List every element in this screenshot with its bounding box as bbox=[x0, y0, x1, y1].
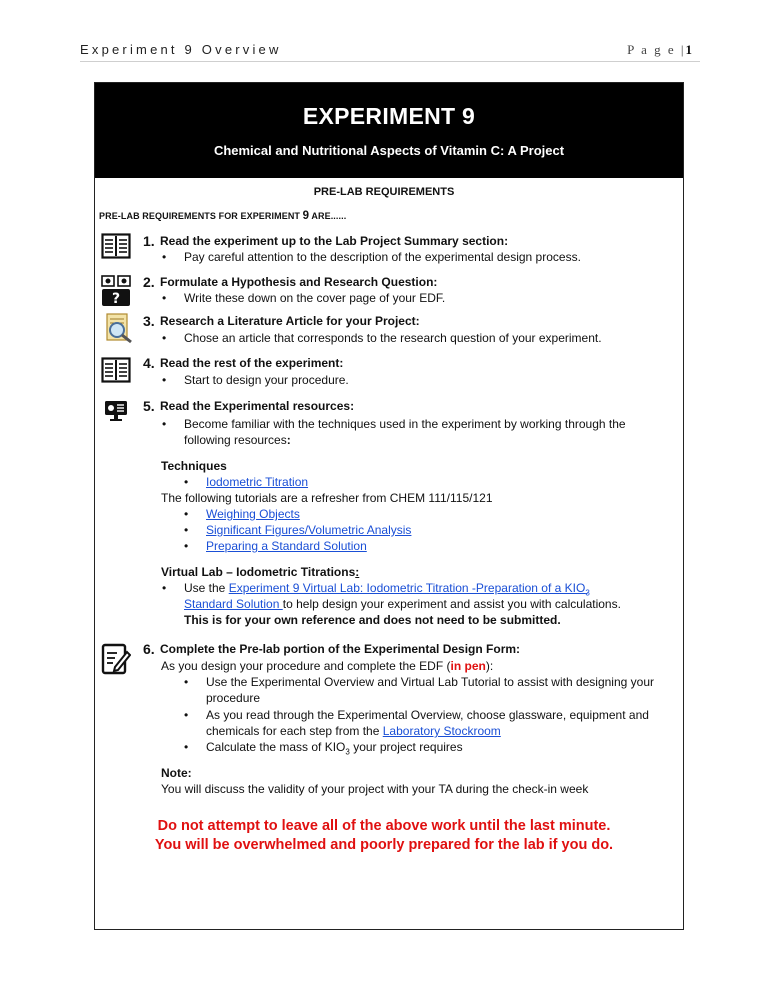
running-header bbox=[80, 40, 700, 62]
step-6-bullet-1-cont: procedure bbox=[206, 691, 261, 705]
svg-text:?: ? bbox=[111, 291, 121, 307]
note-heading: Note: bbox=[161, 766, 192, 780]
significant-figures-link[interactable]: Significant Figures/Volumetric Analysis bbox=[206, 523, 412, 537]
step-1-title: Read the experiment up to the Lab Project Summary section: bbox=[160, 234, 509, 248]
virtual-lab-heading: Virtual Lab – Iodometric Titrations: bbox=[161, 565, 360, 579]
step-4-number: 4. bbox=[143, 355, 155, 371]
refresher-text: The following tutorials are a refresher from CHEM 111/115/121 bbox=[161, 491, 493, 505]
page-title: EXPERIMENT 9 bbox=[302, 103, 476, 129]
virtual-lab-bullet-cont: Standard Solution to help design your experiment and assist you with calculations. bbox=[184, 597, 621, 611]
standard-solution-link[interactable]: Preparing a Standard Solution bbox=[206, 539, 367, 553]
step-1-number: 1. bbox=[143, 233, 155, 249]
warning-line-2: You will be overwhelmed and poorly prepared for the lab if you do. bbox=[154, 837, 614, 853]
step-3-title: Research a Literature Article for your Project: bbox=[160, 314, 420, 328]
prelab-intro: PRE-LAB REQUIREMENTS FOR EXPERIMENT 9 ARE...... bbox=[99, 210, 347, 222]
step-6-bullet-2-cont: chemicals for each step from the Laboratory Stockroom bbox=[206, 724, 501, 738]
weighing-objects-link[interactable]: Weighing Objects bbox=[206, 507, 300, 521]
note-text: You will discuss the validity of your project with your TA during the check-in week bbox=[161, 782, 589, 796]
step-3-number: 3. bbox=[143, 313, 155, 329]
hypothesis-icon bbox=[101, 275, 131, 307]
book-icon bbox=[101, 357, 131, 383]
page-subtitle: Chemical and Nutritional Aspects of Vitamin C: A Project bbox=[213, 143, 565, 158]
techniques-heading: Techniques bbox=[161, 459, 227, 473]
edit-form-icon bbox=[101, 642, 131, 676]
laboratory-stockroom-link[interactable]: Laboratory Stockroom bbox=[382, 724, 501, 738]
step-5-bullet-cont: following resources: bbox=[184, 433, 291, 447]
virtual-lab-link-cont[interactable]: Standard Solution bbox=[184, 597, 283, 611]
warning-line-1: Do not attempt to leave all of the above work until the last minute. bbox=[157, 818, 611, 834]
virtual-lab-link[interactable]: Experiment 9 Virtual Lab: Iodometric Titration -Preparation of a $KIO_3$ bbox=[228, 581, 590, 598]
step-2-title: Formulate a Hypothesis and Research Question: bbox=[160, 275, 438, 289]
prelab-heading: PRE-LAB REQUIREMENTS bbox=[313, 186, 455, 198]
step-2-number: 2. bbox=[143, 274, 155, 290]
title-banner bbox=[95, 83, 683, 178]
book-icon bbox=[101, 233, 131, 259]
page-number: P a g e |1 bbox=[627, 42, 692, 57]
research-icon bbox=[101, 312, 135, 344]
step-5-number: 5. bbox=[143, 398, 155, 414]
virtual-lab-note: This is for your own reference and does not need to be submitted. bbox=[184, 613, 561, 627]
header-title: Experiment 9 Overview bbox=[80, 42, 282, 57]
iodometric-titration-link[interactable]: Iodometric Titration bbox=[206, 475, 309, 489]
step-6-intro: As you design your procedure and complete the EDF (in pen): bbox=[161, 659, 494, 673]
step-6-number: 6. bbox=[143, 641, 155, 657]
step-4-title: Read the rest of the experiment: bbox=[160, 356, 344, 370]
step-5-title: Read the Experimental resources: bbox=[160, 399, 355, 413]
step-6-title: Complete the Pre-lab portion of the Experimental Design Form: bbox=[160, 642, 521, 656]
monitor-icon bbox=[104, 400, 128, 422]
